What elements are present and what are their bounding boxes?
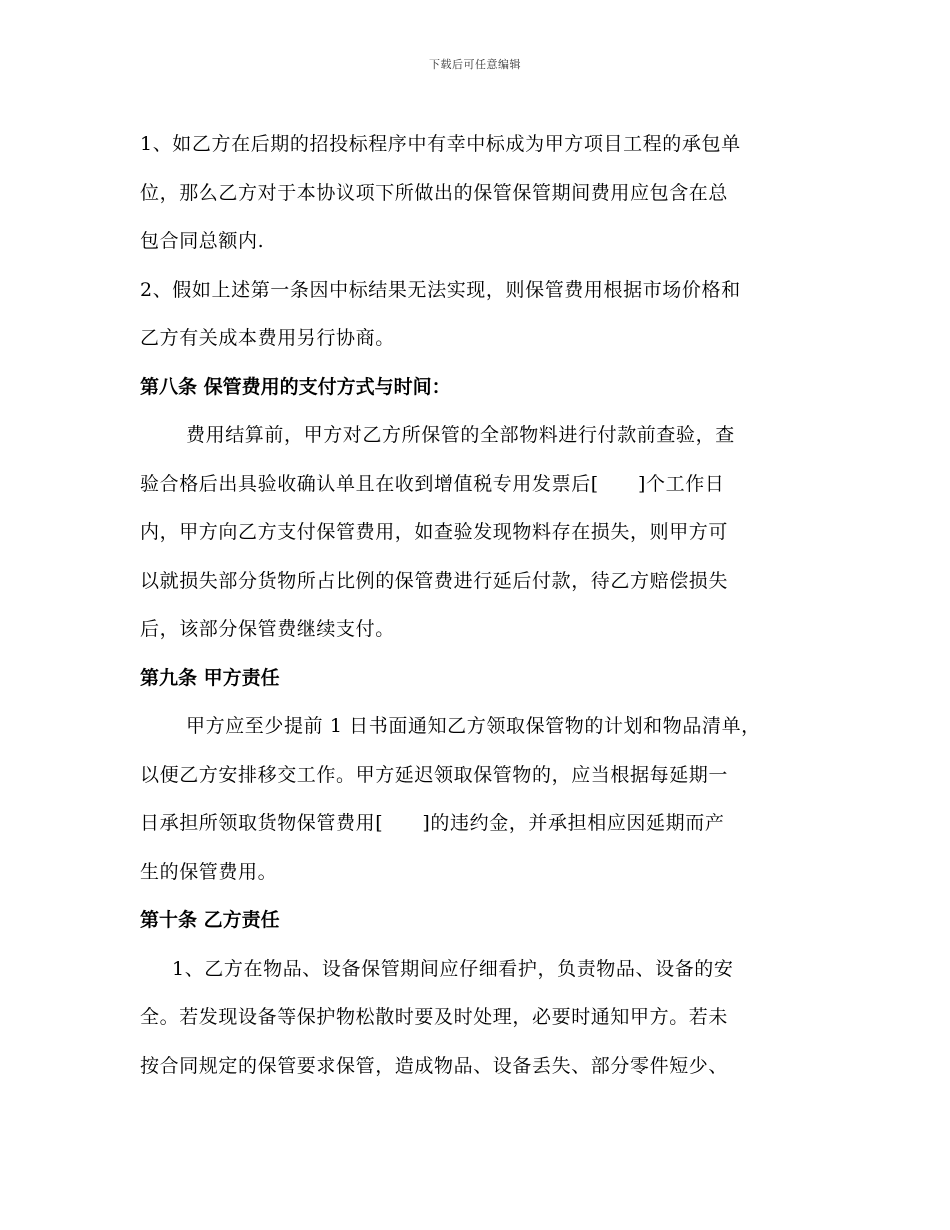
paragraph-line: 生的保管费用。 — [140, 860, 278, 883]
paragraph-line: 2、假如上述第一条因中标结果无法实现，则保管费用根据市场价格和 — [140, 278, 741, 301]
paragraph-line: 验合格后出具验收确认单且在收到增值税专用发票后[ ]个工作日 — [140, 472, 725, 495]
paragraph-line: 以便乙方安排移交工作。甲方延迟领取保管物的，应当根据每延期一 — [140, 763, 729, 786]
paragraph-line: 按合同规定的保管要求保管，造成物品、设备丢失、部分零件短少、 — [140, 1054, 729, 1077]
section-heading-article-9: 第九条 甲方责任 — [140, 666, 280, 689]
paragraph-line: 日承担所领取货物保管费用[ ]的违约金，并承担相应因延期而产 — [140, 812, 725, 834]
paragraph-line: 以就损失部分货物所占比例的保管费进行延后付款，待乙方赔偿损失 — [140, 569, 729, 592]
paragraph-line: 1、如乙方在后期的招投标程序中有幸中标成为甲方项目工程的承包单 — [140, 133, 741, 155]
paragraph-line: 位，那么乙方对于本协议项下所做出的保管保管期间费用应包含在总 — [140, 181, 729, 204]
section-heading-article-10: 第十条 乙方责任 — [140, 909, 280, 931]
paragraph-line: 1、乙方在物品、设备保管期间应仔细看护，负责物品、设备的安 — [172, 957, 734, 980]
page-header: 下载后可任意编辑 — [429, 58, 521, 71]
paragraph-line: 乙方有关成本费用另行协商。 — [140, 327, 395, 349]
paragraph-line: 甲方应至少提前 1 日书面通知乙方领取保管物的计划和物品清单， — [186, 715, 761, 737]
paragraph-line: 后，该部分保管费继续支付。 — [140, 618, 395, 640]
section-heading-article-8: 第八条 保管费用的支付方式与时间： — [140, 375, 451, 398]
paragraph-line: 内，甲方向乙方支付保管费用，如查验发现物料存在损失，则甲方可 — [140, 521, 729, 543]
paragraph-line: 费用结算前，甲方对乙方所保管的全部物料进行付款前查验，查 — [186, 424, 735, 446]
paragraph-line: 包合同总额内. — [140, 230, 265, 252]
document-body — [140, 124, 820, 1094]
paragraph-line: 全。若发现设备等保护物松散时要及时处理，必要时通知甲方。若未 — [140, 1006, 729, 1028]
